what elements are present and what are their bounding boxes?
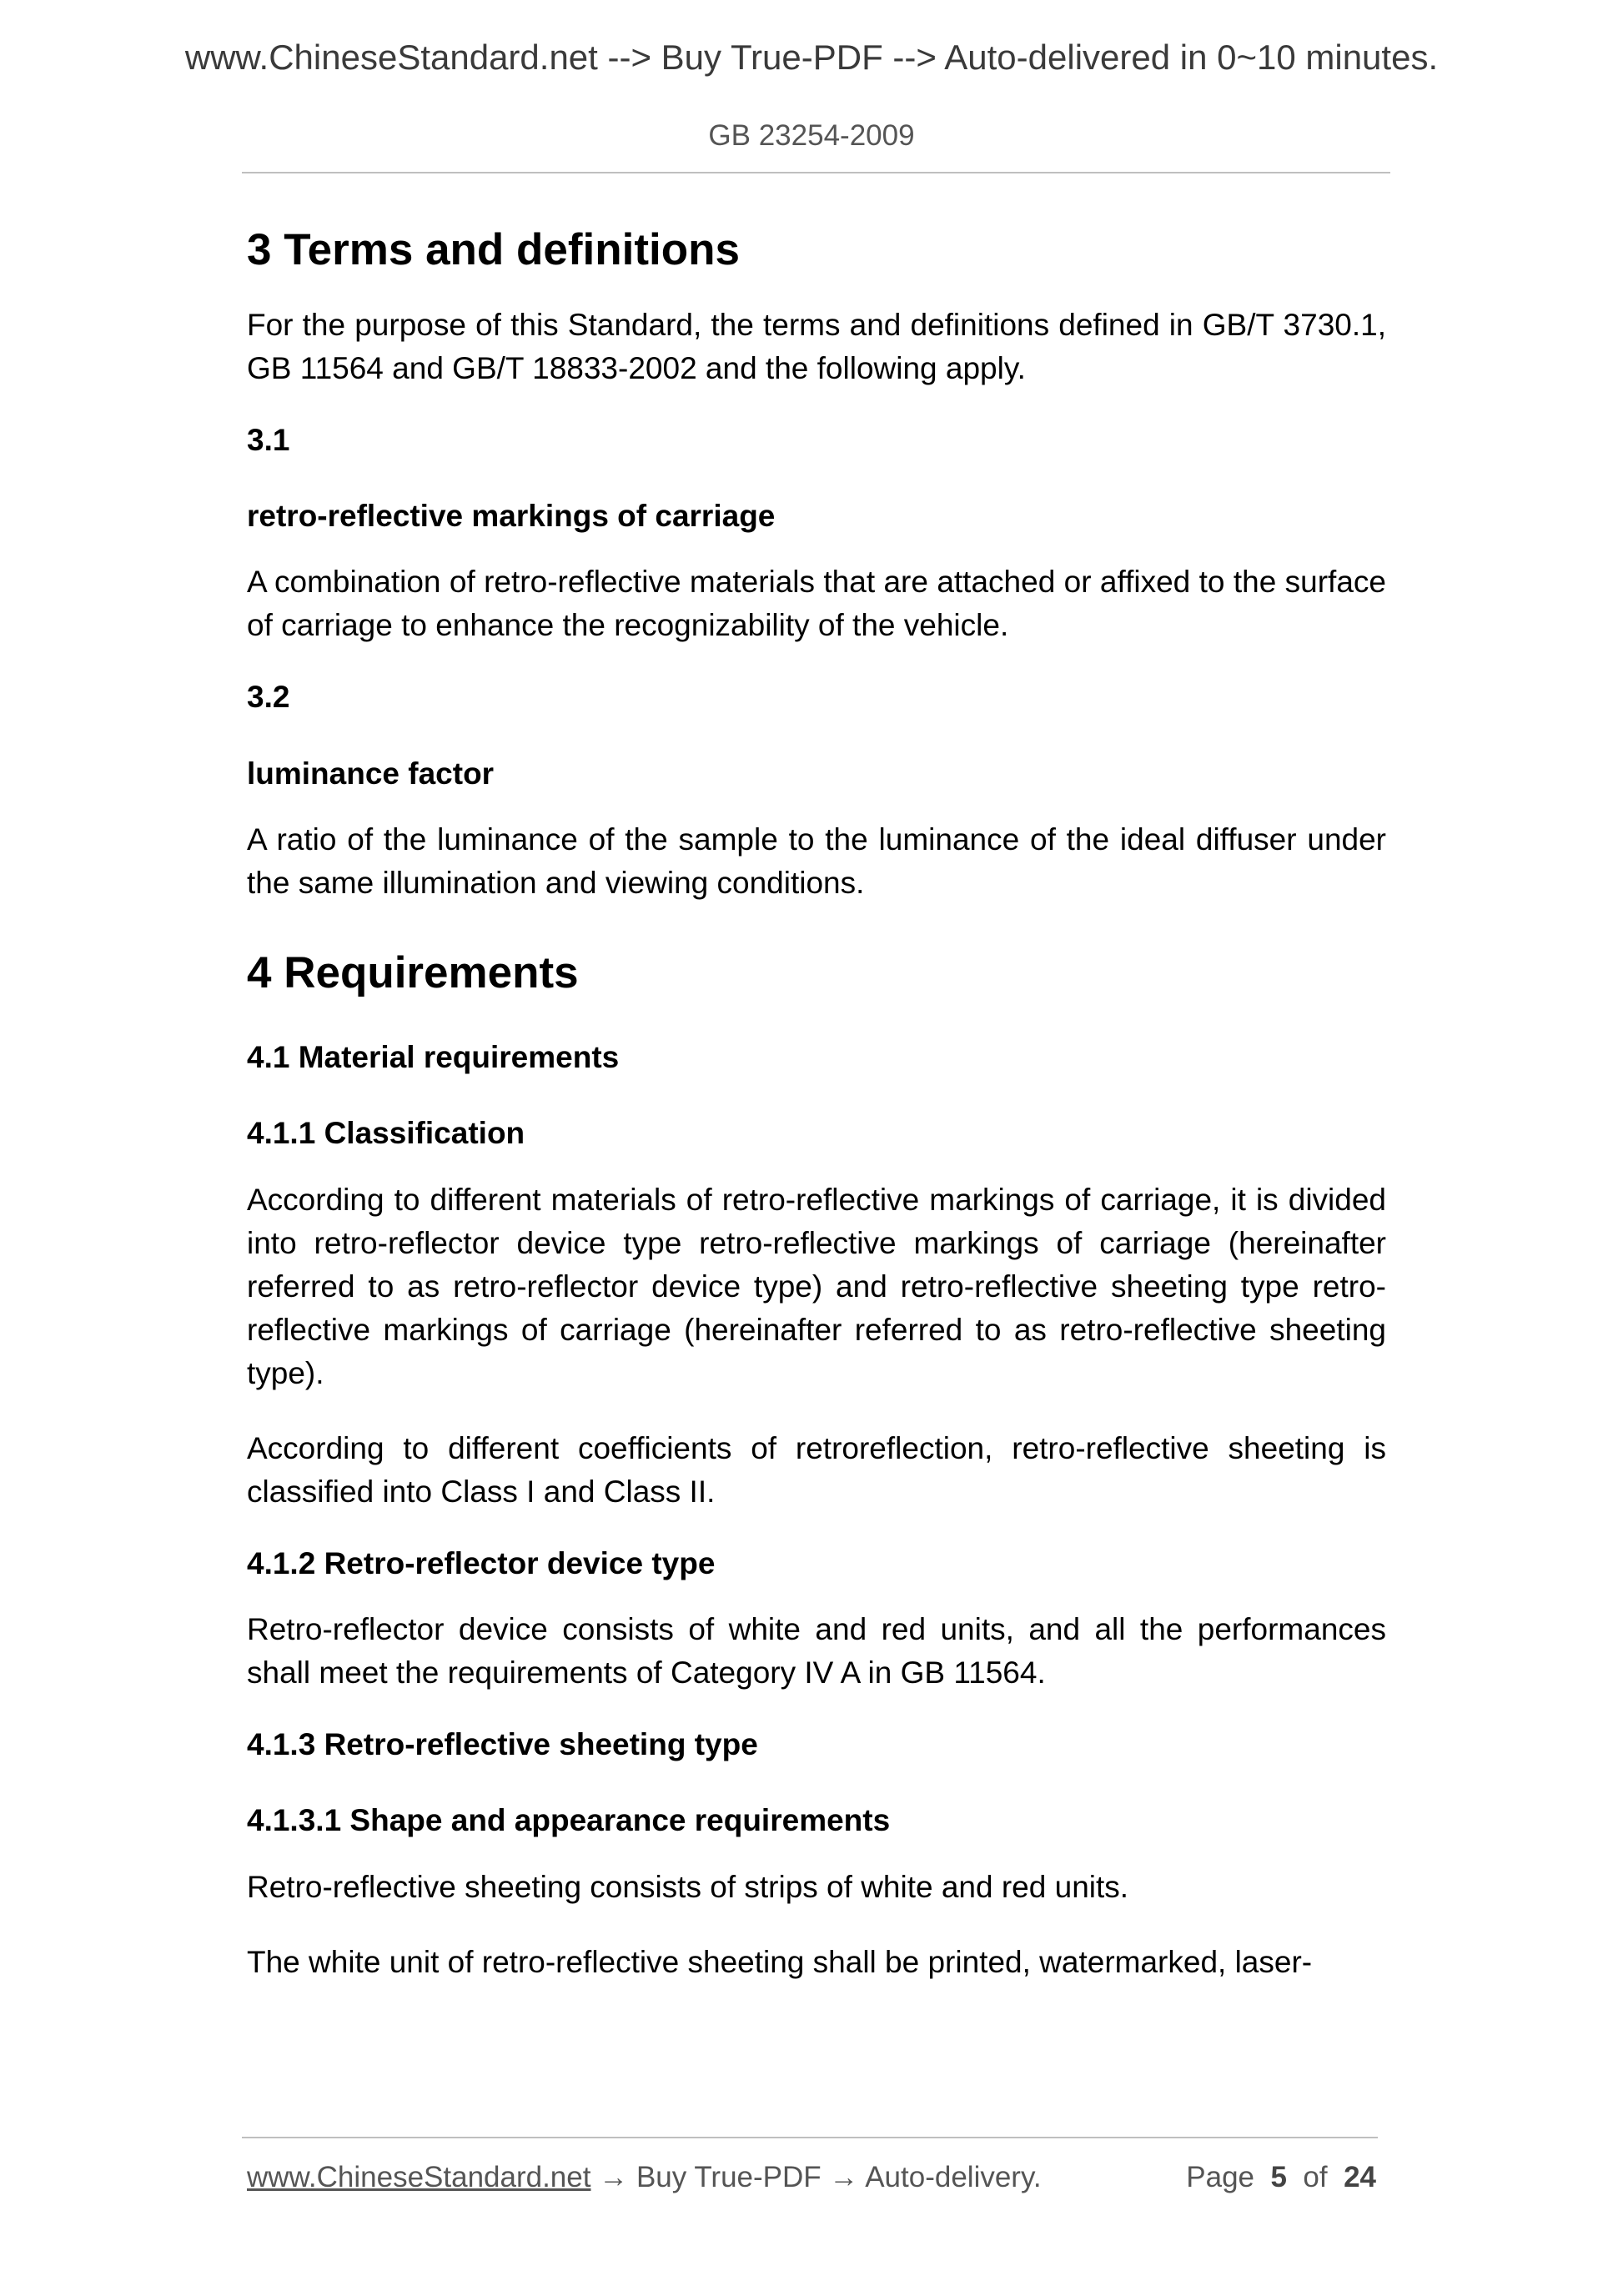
page-label: Page <box>1186 2161 1255 2193</box>
clause-3-1-definition: A combination of retro-reflective materials that are attached or affixed to the surface of carriage to enhance the recognizability of the vehicle. <box>247 565 1386 643</box>
footer-website-link[interactable]: www.ChineseStandard.net <box>247 2161 591 2193</box>
document-body <box>247 224 1386 1984</box>
clause-3-2-definition: A ratio of the luminance of the sample to the luminance of the ideal diffuser under the same illumination and viewing conditions. <box>247 822 1386 901</box>
clause-4-1-3-1-paragraph-2: The white unit of retro-reflective sheeting shall be printed, watermarked, laser- <box>247 1944 1313 1979</box>
clause-4-1-2-title: 4.1.2 Retro-reflector device type <box>247 1545 716 1580</box>
clause-3-1-term: retro-reflective markings of carriage <box>247 498 776 533</box>
header-divider <box>242 172 1390 173</box>
footer-divider <box>242 2137 1378 2138</box>
clause-4-1-3-1-title: 4.1.3.1 Shape and appearance requirements <box>247 1803 891 1838</box>
header-banner: www.ChineseStandard.net --> Buy True-PDF --> Auto-delivered in 0~10 minutes. <box>184 38 1439 77</box>
clause-4-1-title: 4.1 Material requirements <box>247 1039 620 1074</box>
page-number: 5 <box>1270 2161 1287 2193</box>
section-4-title: 4 Requirements <box>247 948 579 998</box>
footer-buy-text: Buy True-PDF <box>636 2161 822 2193</box>
arrow-right-icon: → <box>599 2161 629 2193</box>
clause-4-1-1-paragraph-2: According to different coefficients of retroreflection, retro-reflective sheeting is classified into Class I and Class II. <box>247 1430 1386 1509</box>
clause-4-1-3-1-paragraph-1: Retro-reflective sheeting consists of strips of white and red units. <box>247 1869 1129 1904</box>
clause-4-1-3-title: 4.1.3 Retro-reflective sheeting type <box>247 1726 758 1761</box>
clause-3-1-number: 3.1 <box>247 422 290 457</box>
clause-3-2-number: 3.2 <box>247 680 290 715</box>
document-id: GB 23254-2009 <box>708 119 915 152</box>
clause-3-2-term: luminance factor <box>247 756 495 791</box>
arrow-right-icon: → <box>829 2161 859 2193</box>
clause-4-1-1-paragraph-1: According to different materials of retro-reflective markings of carriage, it is divided into retro-reflector device type retro-reflective markings of carriage (hereinafter referred to as retro-reflector device type) and retro-reflective sheeting type retro-reflective markings of carriage (hereinafter referred to as retro-reflective sheeting type). <box>247 1182 1386 1390</box>
page-of-label: of <box>1303 2161 1328 2193</box>
clause-4-1-1-title: 4.1.1 Classification <box>247 1116 525 1151</box>
clause-4-1-2-paragraph: Retro-reflector device consists of white and red units, and all the performances shall meet the requirements of Category IV A in GB 11564. <box>247 1611 1386 1690</box>
page-indicator <box>1186 2163 1376 2192</box>
section-3-title: 3 Terms and definitions <box>247 225 740 274</box>
footer-promo <box>247 2163 1042 2192</box>
footer-delivery-text: Auto-delivery. <box>865 2161 1042 2193</box>
page-total: 24 <box>1344 2161 1376 2193</box>
section-3-intro: For the purpose of this Standard, the terms and definitions defined in GB/T 3730.1, GB 11564 and GB/T 18833-2002 and the following apply. <box>247 307 1386 385</box>
